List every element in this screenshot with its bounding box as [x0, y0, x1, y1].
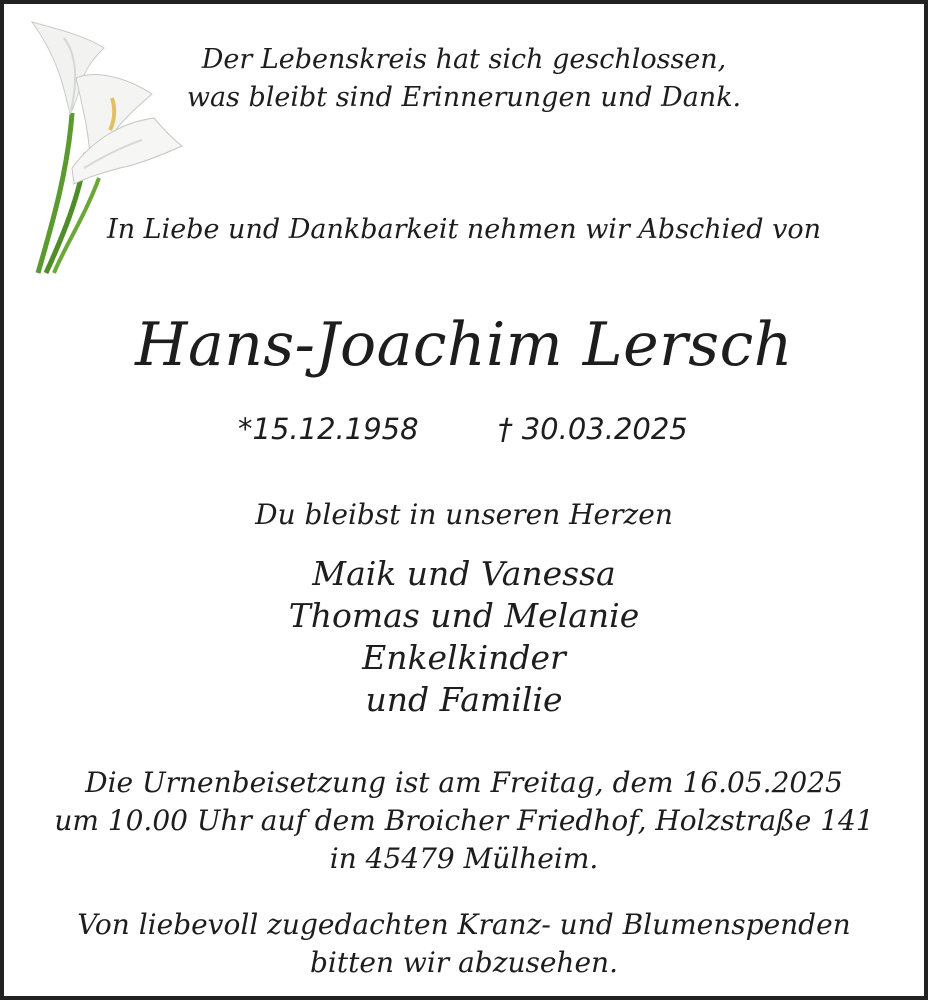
mourner-line-2: Thomas und Melanie: [288, 596, 640, 635]
motto-line-2: was bleibt sind Erinnerungen und Dank.: [186, 82, 742, 113]
donation-note-line-2: bitten wir abzusehen.: [310, 946, 618, 979]
life-dates: [4, 412, 924, 452]
funeral-info-line-1: Die Urnenbeisetzung ist am Freitag, dem 16.05.2025: [85, 766, 843, 799]
donation-note-line-1: Von liebevoll zugedachten Kranz- und Blumenspenden: [77, 908, 851, 941]
funeral-info-line-2: um 10.00 Uhr auf dem Broicher Friedhof, Holzstraße 141: [54, 804, 874, 837]
remembrance-text: Du bleibst in unseren Herzen: [255, 498, 673, 531]
mourner-line-4: und Familie: [365, 680, 563, 719]
death-date: † 30.03.2025: [498, 412, 688, 446]
birth-date: *15.12.1958: [238, 412, 419, 446]
mourner-line-3: Enkelkinder: [362, 638, 566, 677]
intro-text: In Liebe und Dankbarkeit nehmen wir Abschied von: [107, 214, 821, 245]
motto-line-1: Der Lebenskreis hat sich geschlossen,: [201, 44, 727, 75]
funeral-info-line-3: in 45479 Mülheim.: [329, 842, 599, 875]
deceased-name: Hans-Joachim Lersch: [135, 310, 793, 380]
mourner-line-1: Maik und Vanessa: [312, 554, 616, 593]
